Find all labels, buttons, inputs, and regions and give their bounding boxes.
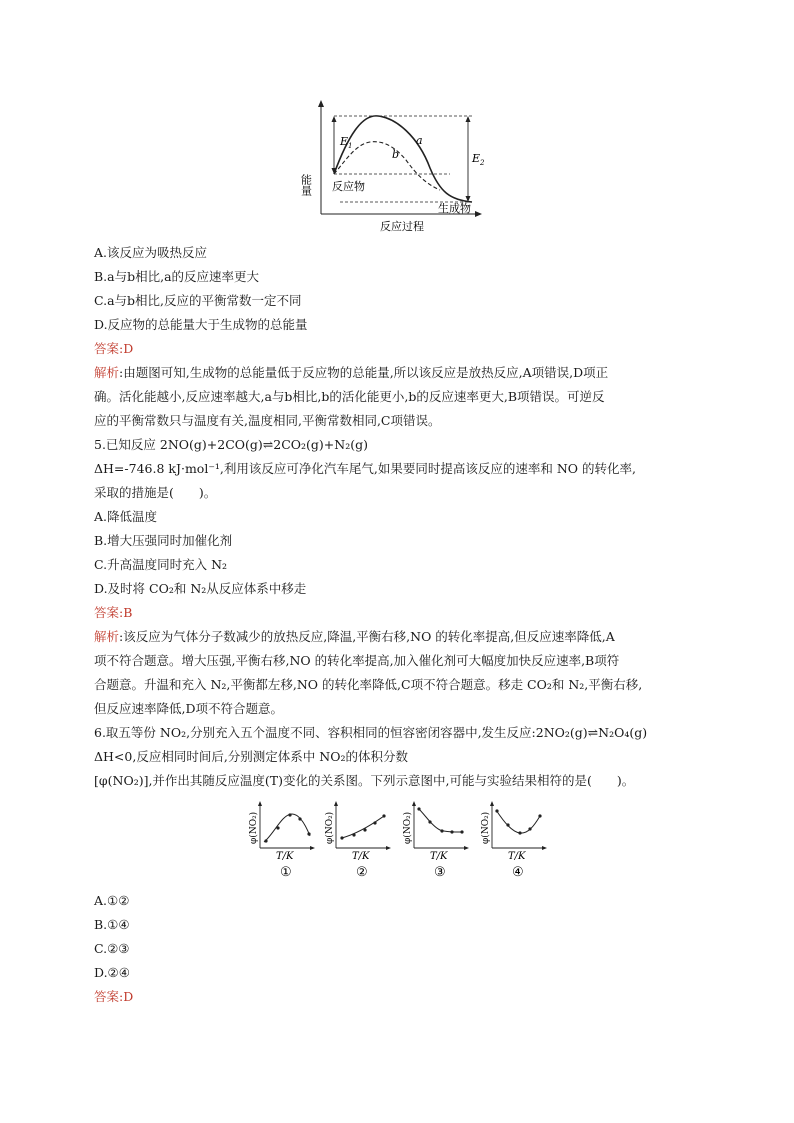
q5-analysis-line-2: 项不符合题意。增大压强,平衡右移,NO 的转化率提高,加入催化剂可大幅度加快反应速率,B项符 <box>94 653 620 668</box>
graph-1 <box>248 801 315 880</box>
product-label: 生成物 <box>438 202 471 215</box>
graph-1-curve <box>264 814 310 842</box>
q5-analysis-line-4: 但反应速率降低,D项不符合题意。 <box>94 701 283 716</box>
graph-2-point <box>340 836 343 839</box>
graph-2-label: ② <box>356 865 368 880</box>
q4-answer: 答案:D <box>94 341 134 356</box>
q4-analysis-line-3: 应的平衡常数只与温度有关,温度相同,平衡常数相同,C项错误。 <box>94 413 441 428</box>
q5-stem-line-2: ΔH=-746.8 kJ·mol⁻¹,利用该反应可净化汽车尾气,如果要同时提高该反应的速率和 NO 的转化率, <box>94 461 636 476</box>
graph-1-point <box>288 813 291 816</box>
q6-graphs-svg <box>236 798 566 882</box>
q4-option-c: C.a与b相比,反应的平衡常数一定不同 <box>94 293 302 308</box>
e2-label: $E_2$ <box>472 152 485 167</box>
graph-3-point <box>450 830 453 833</box>
e1-arrow-up <box>332 116 337 122</box>
q4-option-d: D.反应物的总能量大于生成物的总能量 <box>94 317 308 332</box>
graph-1-point <box>276 826 279 829</box>
graph-4-curve <box>496 810 540 833</box>
graph-4-point <box>495 809 498 812</box>
energy-diagram <box>300 96 500 240</box>
q6-option-a: A.①② <box>94 893 130 908</box>
q6-stem-line-3: [φ(NO₂)],并作出其随反应温度(T)变化的关系图。下列示意图中,可能与实验结果相符的是( )。 <box>94 773 635 788</box>
e1-label: $E_1$ <box>340 135 353 150</box>
x-axis-arrow <box>475 211 482 217</box>
graph-2-point <box>363 828 366 831</box>
graph-2-point <box>373 821 376 824</box>
graph-2-point <box>382 814 385 817</box>
graph-3-label: ③ <box>434 865 446 880</box>
energy-diagram-svg <box>300 96 500 236</box>
reactant-label: 反应物 <box>332 180 365 193</box>
q5-analysis-line-1 <box>94 629 615 645</box>
q5-option-c: C.升高温度同时充入 N₂ <box>94 557 228 572</box>
graph-1-ylabel: φ(NO₂) <box>249 811 259 844</box>
graph-3-point <box>428 820 431 823</box>
q5-analysis-line-3: 合题意。升温和充入 N₂,平衡都左移,NO 的转化率降低,C项不符合题意。移走 CO₂和 N₂,平衡右移, <box>94 677 643 692</box>
graph-2-y-arrow <box>334 801 338 806</box>
curve-b-label: b <box>392 148 400 161</box>
graph-2-xlabel: T/K <box>352 851 370 862</box>
q5-stem-line-1: 5.已知反应 2NO(g)+2CO(g)⇌2CO₂(g)+N₂(g) <box>94 437 368 452</box>
graph-3-point <box>417 807 420 810</box>
graph-3-point <box>440 829 443 832</box>
q5-analysis-text-1: :该反应为气体分子数减少的放热反应,降温,平衡右移,NO 的转化率提高,但反应速率降低,A <box>119 629 615 644</box>
q5-option-b: B.增大压强同时加催化剂 <box>94 533 233 548</box>
graph-1-y-arrow <box>258 801 262 806</box>
graph-1-label: ① <box>280 865 292 880</box>
energy-xlabel: 反应过程 <box>380 220 424 233</box>
graph-4-point <box>528 827 531 830</box>
q6-answer: 答案:D <box>94 989 134 1004</box>
graph-4-point <box>538 814 541 817</box>
q4-analysis-text-1: :由题图可知,生成物的总能量低于反应物的总能量,所以该反应是放热反应,A项错误,D项正 <box>119 365 609 380</box>
graph-4-y-arrow <box>490 801 494 806</box>
graph-4 <box>480 801 547 880</box>
graph-1-point <box>264 839 267 842</box>
graph-2-ylabel: φ(NO₂) <box>325 811 335 844</box>
graph-4-point <box>506 823 509 826</box>
curve-a-label: a <box>416 134 423 147</box>
graph-4-label: ④ <box>512 865 524 880</box>
e2-arrow-up <box>466 116 471 122</box>
q5-option-a: A.降低温度 <box>94 509 158 524</box>
q5-analysis-label: 解析 <box>94 629 120 644</box>
graph-1-xlabel: T/K <box>276 851 294 862</box>
q4-option-a: A.该反应为吸热反应 <box>94 245 208 260</box>
q4-analysis-line-1 <box>94 365 608 381</box>
graph-2-point <box>352 833 355 836</box>
graph-3-ylabel: φ(NO₂) <box>403 811 413 844</box>
q5-option-d: D.及时将 CO₂和 N₂从反应体系中移走 <box>94 581 307 596</box>
graph-3-xlabel: T/K <box>430 851 448 862</box>
q6-graphs <box>236 798 566 886</box>
graph-4-ylabel: φ(NO₂) <box>481 811 491 844</box>
q4-option-b: B.a与b相比,a的反应速率更大 <box>94 269 260 284</box>
energy-ylabel: 能量 <box>300 174 313 196</box>
graph-4-point <box>518 831 521 834</box>
q6-option-b: B.①④ <box>94 917 130 932</box>
q4-analysis-label: 解析 <box>94 365 120 380</box>
graph-3-x-arrow <box>464 846 469 850</box>
q5-stem-line-3: 采取的措施是( )。 <box>94 485 217 500</box>
q6-option-d: D.②④ <box>94 965 130 980</box>
q6-stem-line-2: ΔH<0,反应相同时间后,分别测定体系中 NO₂的体积分数 <box>94 749 408 764</box>
graph-3-point <box>460 830 463 833</box>
graph-3-curve <box>418 808 462 832</box>
q6-stem-line-1: 6.取五等份 NO₂,分别充入五个温度不同、容积相同的恒容密闭容器中,发生反应:2NO₂(g)⇌N₂O₄(g) <box>94 725 648 740</box>
graph-1-point <box>307 832 310 835</box>
y-axis-arrow <box>318 100 324 107</box>
graph-4-x-arrow <box>542 846 547 850</box>
q4-analysis-line-2: 确。活化能越小,反应速率越大,a与b相比,b的活化能更小,b的反应速率更大,B项错误。可逆反 <box>94 389 605 404</box>
graph-2 <box>324 801 391 880</box>
graph-2-x-arrow <box>386 846 391 850</box>
graph-4-xlabel: T/K <box>508 851 526 862</box>
graph-1-x-arrow <box>310 846 315 850</box>
graph-1-point <box>298 817 301 820</box>
q6-option-c: C.②③ <box>94 941 130 956</box>
graph-3 <box>402 801 469 880</box>
graph-2-curve <box>342 816 384 838</box>
q5-answer: 答案:B <box>94 605 133 620</box>
graph-3-y-arrow <box>412 801 416 806</box>
